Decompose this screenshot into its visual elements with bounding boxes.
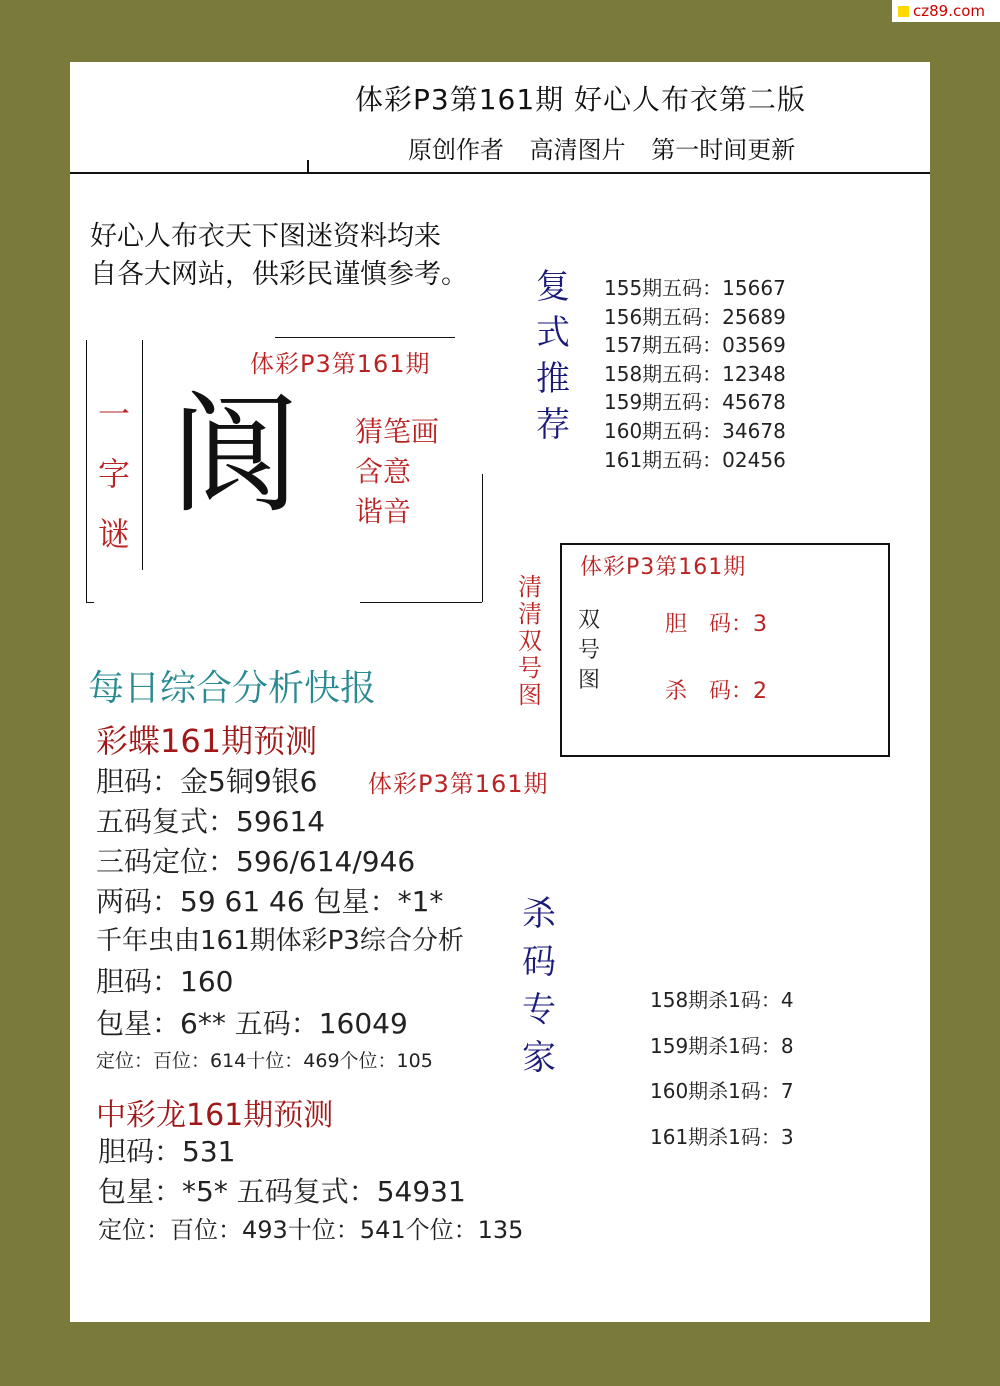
shama-item: 160期杀1码：7 (650, 1079, 794, 1103)
riddle-hint: 猜笔画 (355, 415, 440, 448)
double-side-label: 清清双号图 (518, 573, 542, 709)
riddle-box-right (482, 474, 483, 602)
riddle-hint: 谐音 (355, 495, 412, 528)
intro-text (90, 218, 468, 294)
caidie-line: 胆码：金5铜9银6 (96, 765, 318, 798)
shama-item: 158期杀1码：4 (650, 988, 794, 1012)
riddle-box-bottom-left (86, 602, 94, 603)
double-dan: 胆 码：3 (665, 612, 767, 637)
riddle-hints (355, 412, 439, 532)
daily-title: 每日综合分析快报 (88, 668, 377, 709)
caidie-line: 五码复式：59614 (96, 805, 326, 838)
fushi-item: 161期五码：02456 (604, 447, 786, 472)
qiannian-dingwei: 定位：百位：614十位：469个位：105 (96, 1050, 433, 1072)
zcl-dan: 胆码：531 (98, 1135, 236, 1168)
fushi-item: 155期五码：15667 (604, 276, 786, 300)
riddle-box-top (275, 337, 455, 338)
zcl-baoxing: 包星：*5* 五码复式：54931 (98, 1175, 466, 1208)
riddle-character: 阆 (170, 379, 301, 531)
double-sha: 杀 码：2 (665, 679, 767, 704)
riddle-hint: 含意 (355, 455, 412, 488)
riddle-box-inner (142, 340, 143, 570)
shama-item: 161期杀1码：3 (650, 1124, 794, 1149)
qiannian-dan: 胆码：160 (96, 965, 234, 998)
fushi-item: 156期五码：25689 (604, 304, 786, 329)
fushi-item: 160期五码：34678 (604, 418, 786, 443)
shama-label: 杀码专家 (522, 894, 556, 1078)
riddle-box-left (86, 340, 87, 602)
zcl-dingwei: 定位：百位：493十位：541个位：135 (98, 1216, 524, 1244)
caidie-line: 三码定位：596/614/946 (96, 845, 416, 878)
header-tick (307, 160, 309, 172)
intro-line-1: 好心人布衣天下图迷资料均来 (90, 221, 441, 252)
header-divider (70, 172, 930, 174)
page-title: 体彩P3第161期 好心人布衣第二版 (355, 83, 807, 116)
daily-float-issue: 体彩P3第161期 (368, 770, 549, 798)
fushi-item: 157期五码：03569 (604, 333, 786, 358)
paper-sheet (70, 62, 930, 1322)
badge-dot-icon (898, 6, 909, 17)
qiannian-title: 千年虫由161期体彩P3综合分析 (96, 926, 464, 956)
caidie-line: 两码：59 61 46 包星：*1* (96, 885, 444, 918)
riddle-issue: 体彩P3第161期 (250, 350, 431, 378)
qiannian-baoxing: 包星：6** 五码：16049 (96, 1007, 408, 1040)
fushi-item: 159期五码：45678 (604, 390, 786, 415)
riddle-box-bottom-right (360, 602, 482, 603)
page-subtitle: 原创作者 高清图片 第一时间更新 (408, 136, 796, 164)
shama-item: 159期杀1码：8 (650, 1033, 794, 1058)
double-issue: 体彩P3第161期 (580, 555, 747, 580)
site-badge-text: cz89.com (913, 2, 986, 20)
site-badge[interactable] (892, 0, 1000, 22)
riddle-side-label: 一字谜 (97, 395, 130, 553)
caidie-title: 彩蝶161期预测 (96, 722, 318, 760)
zcl-title: 中彩龙161期预测 (96, 1098, 334, 1133)
fushi-item: 158期五码：12348 (604, 361, 786, 386)
double-inner-label: 双号图 (578, 608, 601, 693)
fushi-label: 复式推荐 (536, 267, 570, 445)
fushi-list (604, 274, 786, 474)
intro-line-2: 自各大网站，供彩民谨慎参考。 (90, 259, 468, 290)
shama-list (650, 978, 794, 1160)
